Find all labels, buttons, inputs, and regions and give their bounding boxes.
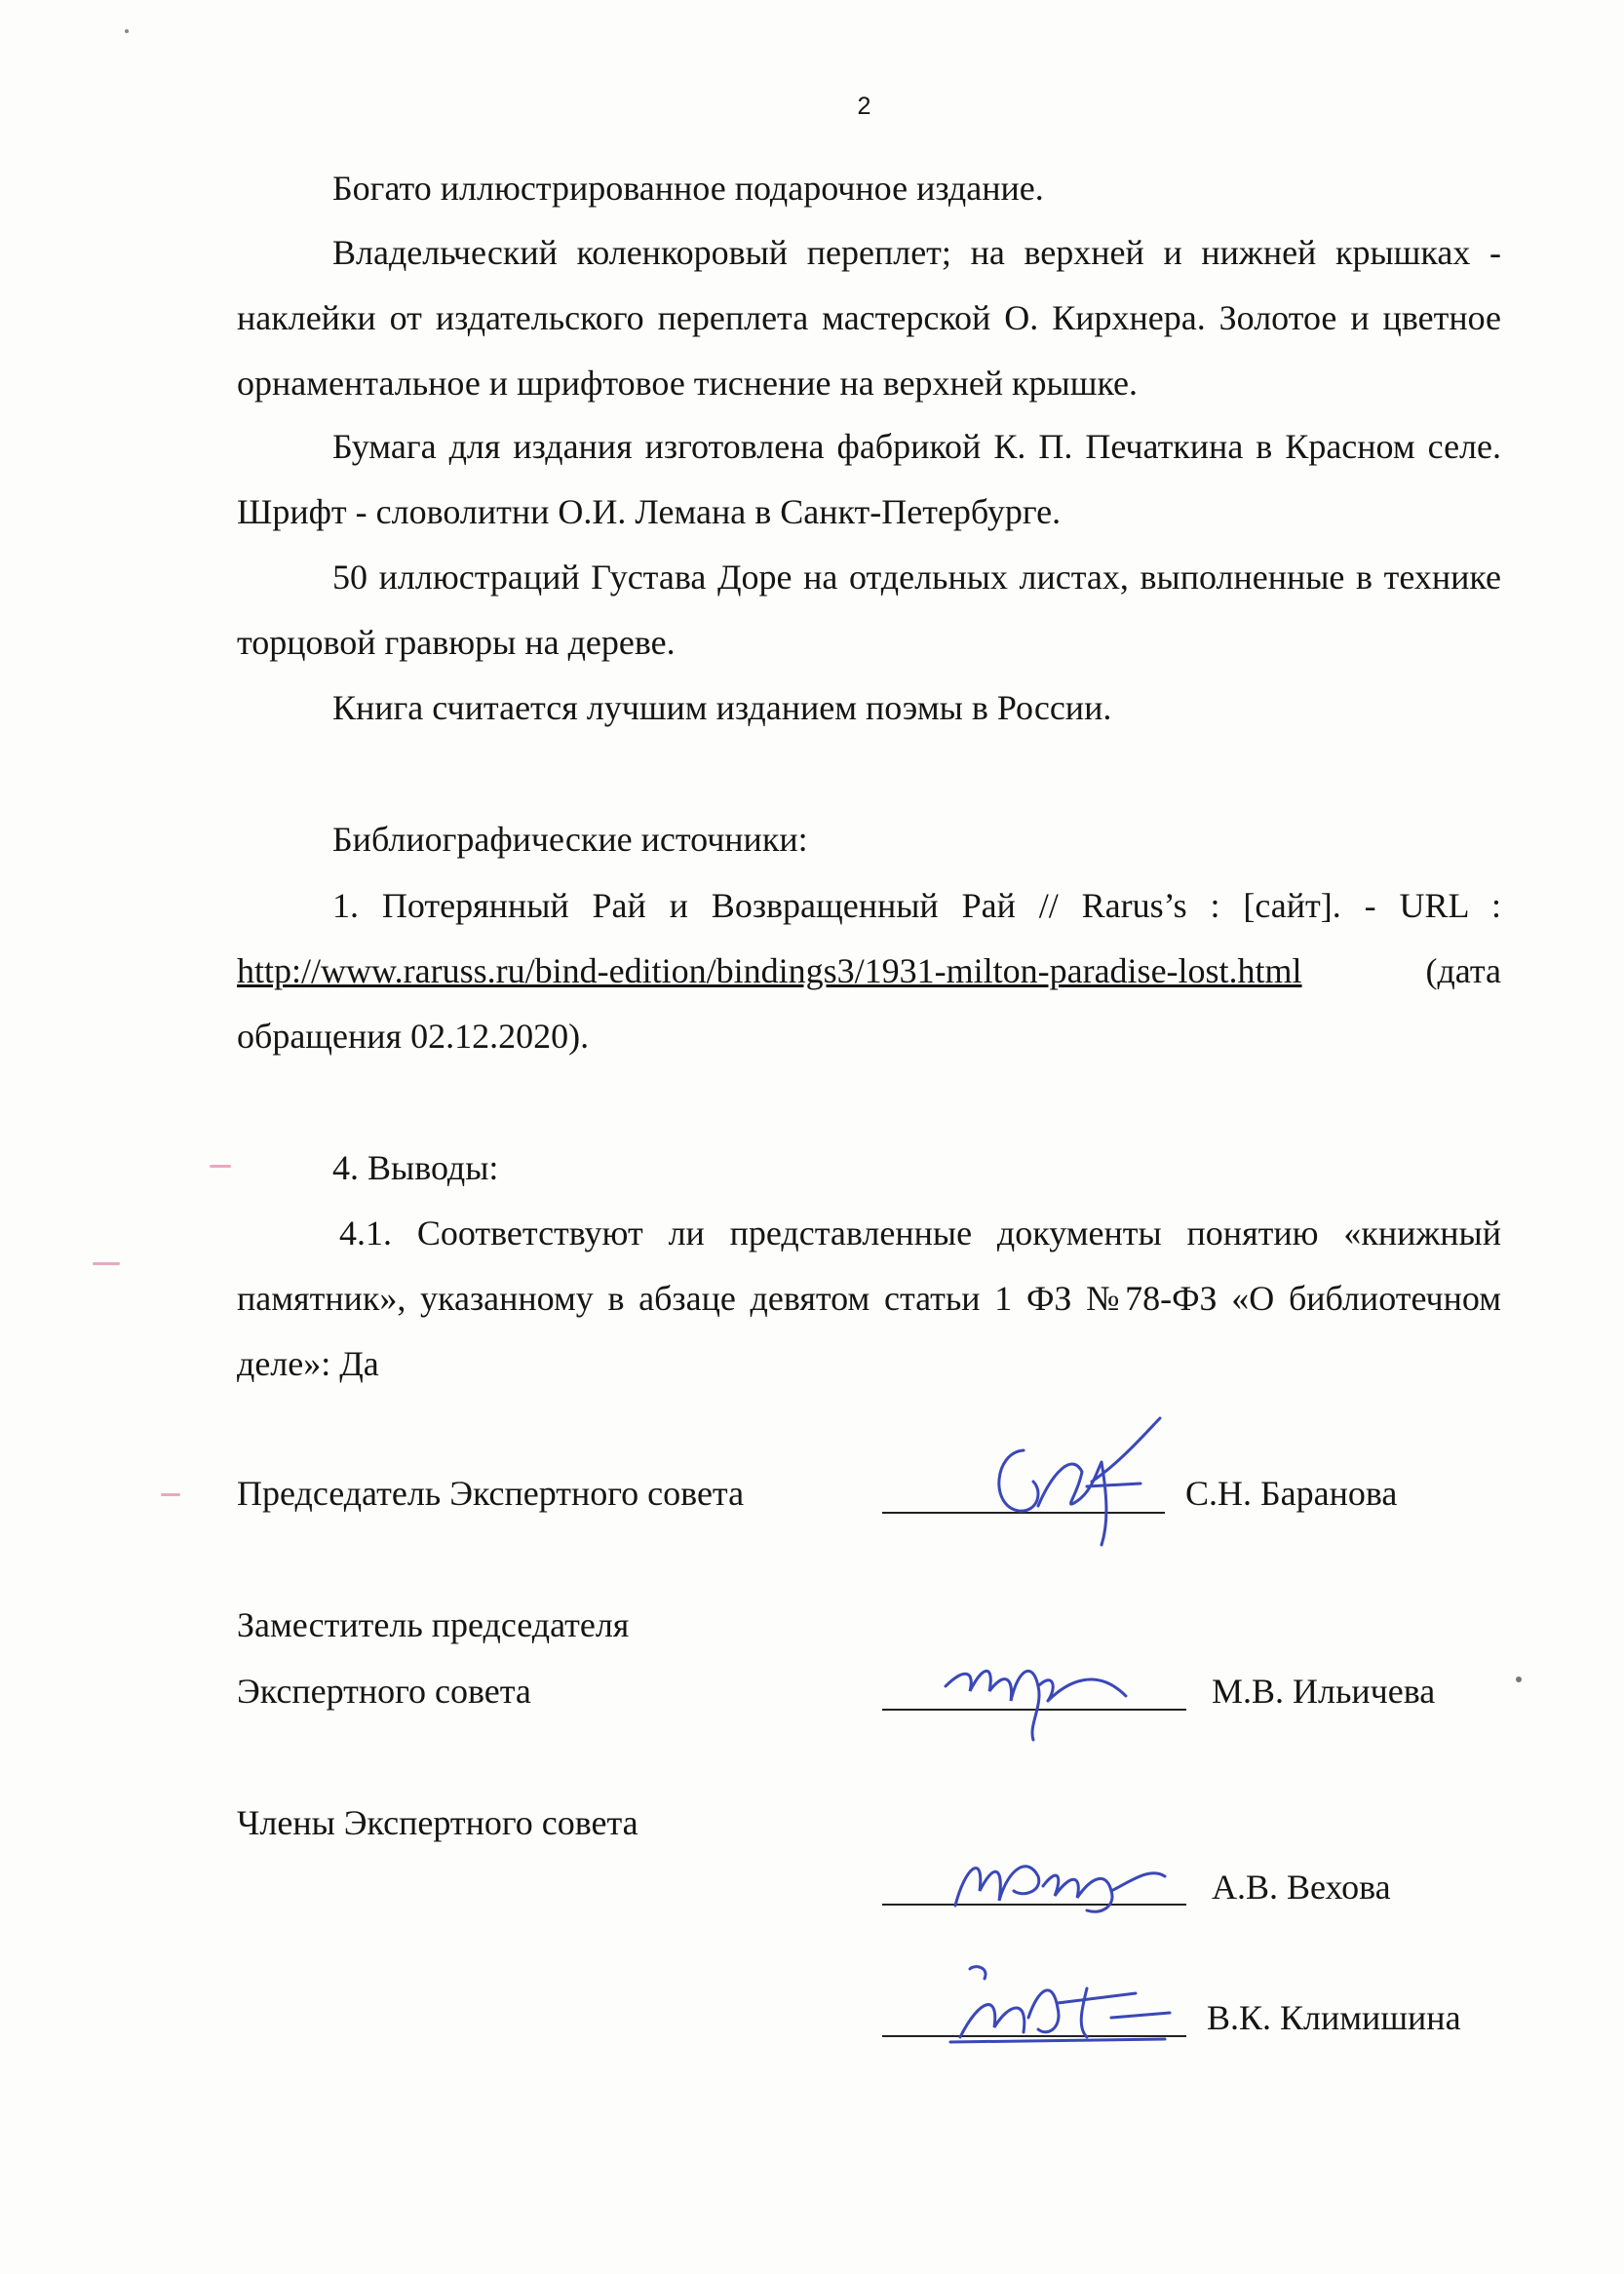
conclusion-item: 4.1. Соответствуют ли представленные документы понятию «книжный памятник», указанному в абзаце девятом статьи 1 ФЗ №78-ФЗ «О библиотечном деле»: Да xyxy=(237,1214,1501,1383)
scan-speck xyxy=(1516,1677,1522,1682)
deputy-title-line2: Экспертного совета xyxy=(237,1672,531,1711)
scan-speck xyxy=(125,29,129,33)
page-number: 2 xyxy=(857,93,871,120)
source-suffix: (дата обращения 02.12.2020). xyxy=(237,951,1501,1056)
paragraph-illustrations: 50 иллюстраций Густава Доре на отдельных листах, выполненные в технике торцовой гравюры на дереве. xyxy=(237,558,1501,662)
sources-heading: Библиографические источники: xyxy=(332,820,808,859)
source-link[interactable]: http://www.raruss.ru/bind-edition/bindings3/1931-milton-paradise-lost.html xyxy=(237,951,1302,990)
scan-speck xyxy=(161,1493,180,1496)
member1-name: А.В. Вехова xyxy=(1212,1868,1391,1907)
paragraph-binding: Владельческий коленкоровый переплет; на верхней и нижней крышках - наклейки от издательского переплета мастерской О. Кирхнера. Золотое и цветное орнаментальное и шрифтовое тиснение на верхней крышке. xyxy=(237,233,1501,403)
conclusions-heading: 4. Выводы: xyxy=(332,1148,499,1187)
chair-name: С.Н. Баранова xyxy=(1185,1474,1398,1513)
chair-title: Председатель Экспертного совета xyxy=(237,1474,745,1513)
source-item xyxy=(237,873,1501,1069)
member2-name: В.К. Климишина xyxy=(1207,1998,1461,2037)
chair-signature xyxy=(985,1413,1170,1550)
source-prefix: 1. Потерянный Рай и Возвращенный Рай // Rarus’s : [сайт]. - URL : xyxy=(332,886,1501,925)
paragraph-summary: Книга считается лучшим изданием поэмы в России. xyxy=(332,688,1112,727)
deputy-name: М.В. Ильичева xyxy=(1212,1672,1436,1711)
scan-speck xyxy=(210,1165,231,1168)
paragraph-edition: Богато иллюстрированное подарочное издание. xyxy=(332,169,1044,208)
scan-speck xyxy=(93,1262,120,1265)
member2-signature xyxy=(941,1959,1175,2052)
deputy-signature xyxy=(941,1647,1136,1754)
paragraph-paper: Бумага для издания изготовлена фабрикой К. П. Печаткина в Красном селе. Шрифт - словолитни О.И. Лемана в Санкт-Петербурге. xyxy=(237,427,1501,531)
members-title: Члены Экспертного совета xyxy=(237,1803,638,1842)
deputy-title-line1: Заместитель председателя xyxy=(237,1605,630,1644)
member1-signature xyxy=(946,1837,1170,1925)
